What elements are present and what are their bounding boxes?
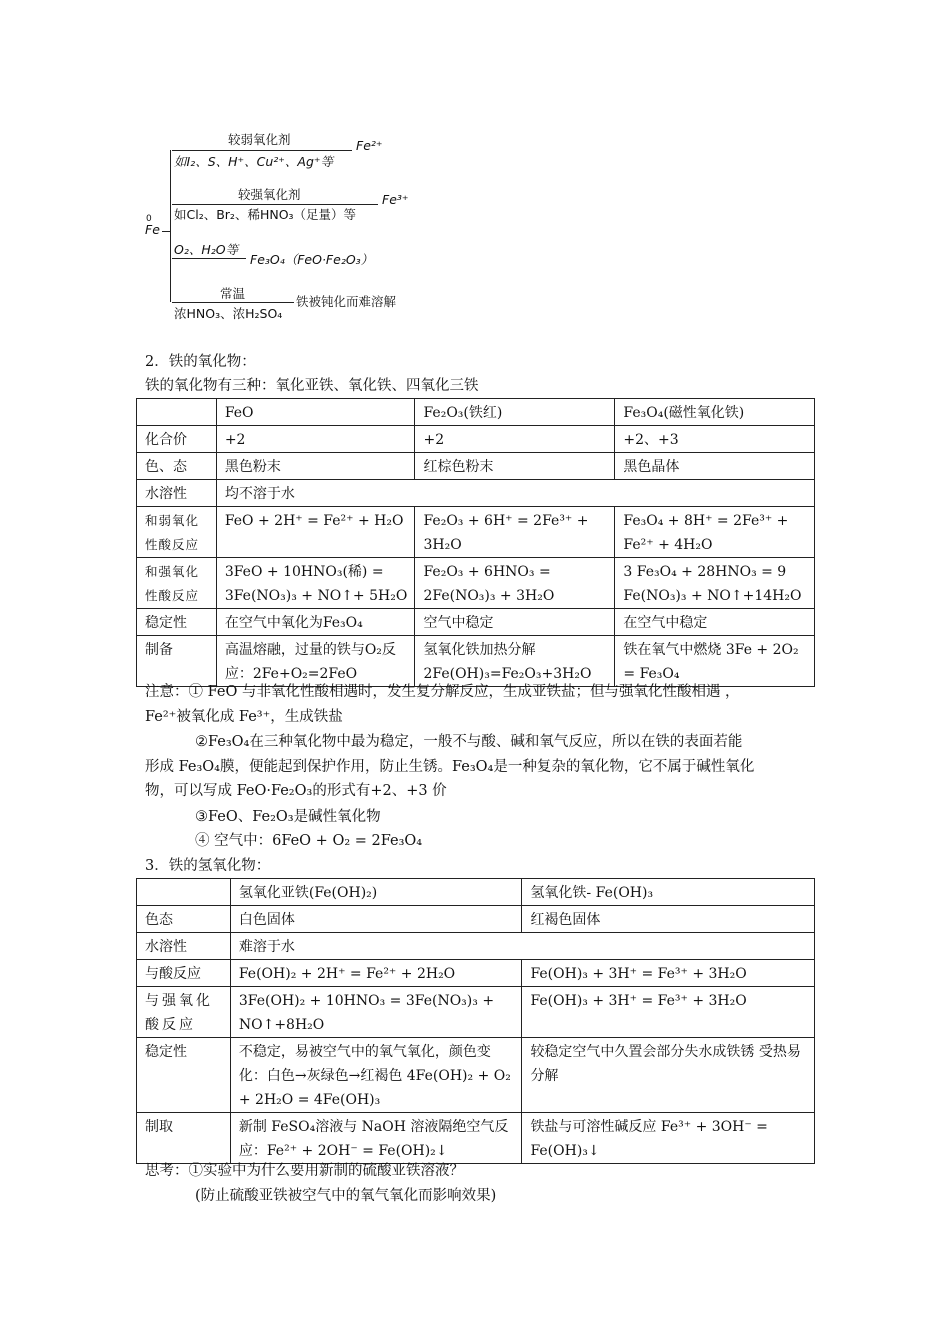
table-cell <box>137 399 217 426</box>
table-cell: 高温熔融，过量的铁与O₂反应：2Fe+O₂=2FeO <box>216 636 415 687</box>
table-cell: 氢氧化铁加热分解 2Fe(OH)₃=Fe₂O₃+3H₂O <box>415 636 615 687</box>
table-cell: 空气中稳定 <box>415 609 615 636</box>
table-cell: 不稳定，易被空气中的氧气氧化，颜色变化：白色→灰绿色→红褐色 4Fe(OH)₂ + O₂ + 2H₂O = 4Fe(OH)₃ <box>230 1038 522 1113</box>
table-cell: 3FeO + 10HNO₃(稀) = 3Fe(NO₃)₃ + NO↑+ 5H₂O <box>216 558 415 609</box>
table-cell: 铁在氧气中燃烧 3Fe + 2O₂ = Fe₃O₄ <box>615 636 815 687</box>
section2-intro: 铁的氧化物有三种：氧化亚铁、氧化铁、四氧化三铁 <box>145 378 479 394</box>
table-cell: Fe₂O₃(铁红) <box>415 399 615 426</box>
table-cell: 较稳定空气中久置会部分失水成铁锈 受热易分解 <box>522 1038 815 1113</box>
branch-4-above: 常温 <box>220 286 246 301</box>
table-cell: 黑色晶体 <box>615 453 815 480</box>
table-row <box>137 636 815 687</box>
table-cell: 新制 FeSO₄溶液与 NaOH 溶液隔绝空气反应：Fe²⁺ + 2OH⁻ = Fe(OH)₂↓ <box>230 1113 522 1164</box>
table-cell: 铁盐与可溶性碱反应 Fe³⁺ + 3OH⁻ = Fe(OH)₃↓ <box>522 1113 815 1164</box>
table-cell: 与强氧化酸反应 <box>137 987 231 1038</box>
table-cell: FeO <box>216 399 415 426</box>
section3-heading: 3．铁的氢氧化物： <box>145 858 271 874</box>
note-1a: 注意：① FeO 与非氧化性酸相遇时，发生复分解反应，生成亚铁盐；但与强氧化性酸相遇 ， <box>145 684 740 700</box>
table-row <box>137 906 815 933</box>
table-cell: Fe(OH)₃ + 3H⁺ = Fe³⁺ + 3H₂O <box>522 960 815 987</box>
bracket-vertical <box>170 150 171 302</box>
table-cell: 氢氧化铁- Fe(OH)₃ <box>522 879 815 906</box>
table-row <box>137 399 815 426</box>
table-row <box>137 609 815 636</box>
table-row <box>137 558 815 609</box>
table-cell: +2 <box>415 426 615 453</box>
table-cell: 氢氧化亚铁(Fe(OH)₂) <box>230 879 522 906</box>
table-row <box>137 480 815 507</box>
table-cell: FeO + 2H⁺ = Fe²⁺ + H₂O <box>216 507 415 558</box>
branch-3-above: O₂、H₂O等 <box>174 242 239 257</box>
fe-center: Fe <box>145 222 160 237</box>
table-cell: +2、+3 <box>615 426 815 453</box>
bracket-tick <box>162 231 170 232</box>
fe-oxidation-state: 0 <box>146 214 152 224</box>
table-cell: 3 Fe₃O₄ + 28HNO₃ = 9 Fe(NO₃)₃ + NO↑+14H₂O <box>615 558 815 609</box>
table-cell: Fe(OH)₃ + 3H⁺ = Fe³⁺ + 3H₂O <box>522 987 815 1038</box>
table-cell: 难溶于水 <box>230 933 814 960</box>
table-cell: 红褐色固体 <box>522 906 815 933</box>
table-row <box>137 1113 815 1164</box>
table-cell: 和弱氧化性酸反应 <box>137 507 217 558</box>
table-cell: 在空气中稳定 <box>615 609 815 636</box>
table-cell: 在空气中氧化为Fe₃O₄ <box>216 609 415 636</box>
branch-2-below: 如Cl₂、Br₂、稀HNO₃（足量）等 <box>174 207 357 222</box>
table-row <box>137 933 815 960</box>
table-cell: Fe₂O₃ + 6HNO₃ = 2Fe(NO₃)₃ + 3H₂O <box>415 558 615 609</box>
branch-1-below: 如I₂、S、H⁺、Cu²⁺、Ag⁺等 <box>174 154 333 169</box>
note-1b: Fe²⁺被氧化成 Fe³⁺，生成铁盐 <box>145 709 343 725</box>
table-row <box>137 426 815 453</box>
table-cell: Fe(OH)₂ + 2H⁺ = Fe²⁺ + 2H₂O <box>230 960 522 987</box>
note-4: ④ 空气中：6FeO + O₂ = 2Fe₃O₄ <box>195 833 423 849</box>
branch-1-product: Fe²⁺ <box>356 138 383 153</box>
table-row <box>137 507 815 558</box>
table-cell: 红棕色粉末 <box>415 453 615 480</box>
table-row <box>137 453 815 480</box>
table-cell: 色态 <box>137 906 231 933</box>
branch-2-product: Fe³⁺ <box>382 192 409 207</box>
think-question: 思考：①实验中为什么要用新制的硫酸亚铁溶液？ <box>145 1163 464 1179</box>
table-cell: 与酸反应 <box>137 960 231 987</box>
table-cell: Fe₂O₃ + 6H⁺ = 2Fe³⁺ + 3H₂O <box>415 507 615 558</box>
table-cell: 制取 <box>137 1113 231 1164</box>
table-cell: 稳定性 <box>137 1038 231 1113</box>
table-cell: 化合价 <box>137 426 217 453</box>
table-cell: 色、态 <box>137 453 217 480</box>
table-cell: Fe₃O₄(磁性氧化铁) <box>615 399 815 426</box>
think-answer: (防止硫酸亚铁被空气中的氧气氧化而影响效果) <box>195 1188 497 1204</box>
branch-3-arrow <box>172 258 246 259</box>
table-cell: 制备 <box>137 636 217 687</box>
table-cell: 均不溶于水 <box>216 480 814 507</box>
table-row <box>137 879 815 906</box>
table-cell: Fe₃O₄ + 8H⁺ = 2Fe³⁺ + Fe²⁺ + 4H₂O <box>615 507 815 558</box>
hydroxides-table <box>136 878 815 1164</box>
branch-1-above: 较弱氧化剂 <box>228 132 291 147</box>
note-3: ③FeO、Fe₂O₃是碱性氧化物 <box>195 809 381 825</box>
branch-3-product: Fe₃O₄（FeO·Fe₂O₃） <box>250 252 374 267</box>
note-2a: ②Fe₃O₄在三种氧化物中最为稳定，一般不与酸、碱和氧气反应，所以在铁的表面若能 <box>195 734 743 750</box>
table-cell: 水溶性 <box>137 480 217 507</box>
note-2c: 物，可以写成 FeO·Fe₂O₃的形式有+2、+3 价 <box>145 783 447 799</box>
branch-4-below: 浓HNO₃、浓H₂SO₄ <box>174 306 283 321</box>
table-row <box>137 960 815 987</box>
table-cell: +2 <box>216 426 415 453</box>
table-cell: 和强氧化性酸反应 <box>137 558 217 609</box>
table-cell: 白色固体 <box>230 906 522 933</box>
table-row <box>137 987 815 1038</box>
table-cell: 3Fe(OH)₂ + 10HNO₃ = 3Fe(NO₃)₃ + NO↑+8H₂O <box>230 987 522 1038</box>
branch-4-product: 铁被钝化而难溶解 <box>296 294 397 309</box>
branch-4-arrow <box>172 302 294 303</box>
oxides-table <box>136 398 815 687</box>
note-2b: 形成 Fe₃O₄膜，便能起到保护作用，防止生锈。Fe₃O₄是一种复杂的氧化物，它不属于碱性氧化 <box>145 759 755 775</box>
branch-1-arrow <box>172 150 352 151</box>
table-cell: 黑色粉末 <box>216 453 415 480</box>
branch-2-above: 较强氧化剂 <box>238 187 301 202</box>
table-cell: 稳定性 <box>137 609 217 636</box>
table-row <box>137 1038 815 1113</box>
section2-heading: 2．铁的氧化物： <box>145 354 256 370</box>
table-cell: 水溶性 <box>137 933 231 960</box>
table-cell <box>137 879 231 906</box>
